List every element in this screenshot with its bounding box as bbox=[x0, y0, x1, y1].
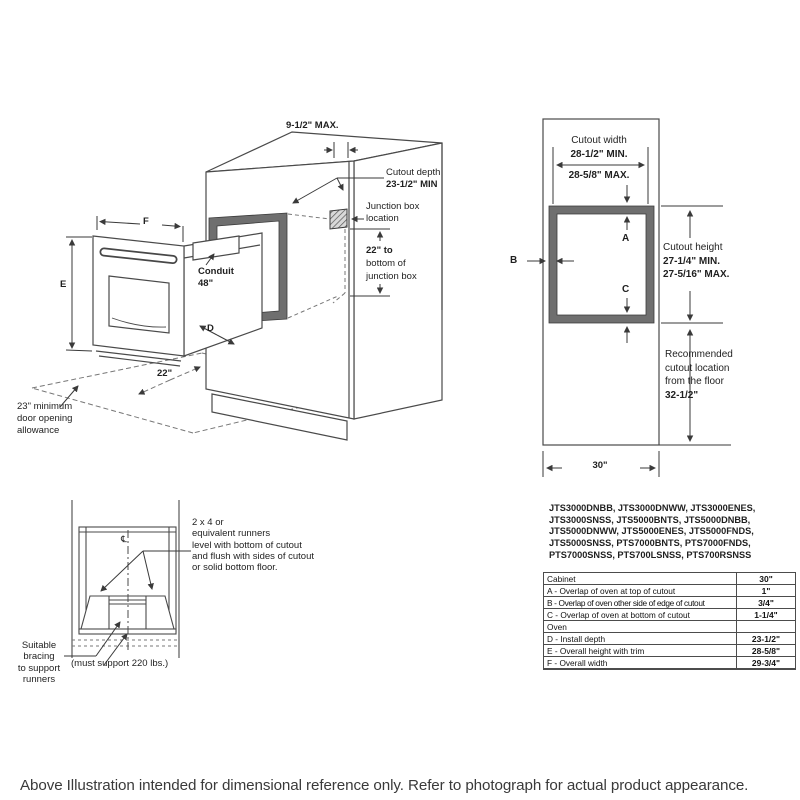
cabinet-front-outline bbox=[543, 119, 659, 445]
table-row: B - Overlap of oven other side of edge of cutout 3/4" bbox=[544, 597, 796, 609]
junction-box-label: Junction box location bbox=[366, 201, 420, 224]
centerline-symbol: ℄ bbox=[121, 534, 127, 544]
model-number-list bbox=[549, 503, 755, 562]
floor-location-label: Recommended cutout location from the floor 32-1/2" bbox=[665, 349, 733, 401]
table-row: C - Overlap of oven at bottom of cutout 1-1/4" bbox=[544, 609, 796, 621]
dim-d-label: D bbox=[207, 323, 214, 334]
model-line: JTS5000DNWW, JTS5000ENES, JTS5000FNDS, bbox=[549, 526, 754, 537]
model-line: JTS3000DNBB, JTS3000DNWW, JTS3000ENES, bbox=[549, 503, 756, 513]
reference-caption: Above Illustration intended for dimensional reference only. Refer to photograph for actual product appearance. bbox=[20, 777, 749, 794]
must-support-label: (must support 220 lbs.) bbox=[71, 658, 169, 669]
dimension-spec-table bbox=[543, 572, 796, 670]
model-line: PTS7000SNSS, PTS700LSNSS, PTS700RSNSS bbox=[549, 549, 752, 560]
cutout-width-max-label: 28-5/8" MAX. bbox=[568, 170, 630, 181]
conduit-label: Conduit 48" bbox=[198, 266, 234, 289]
dim-f-label: F bbox=[143, 216, 149, 227]
overlap-a-label: A bbox=[622, 233, 630, 244]
table-row: A - Overlap of oven at top of cutout 1" bbox=[544, 585, 796, 597]
runner-note: 2 x 4 or equivalent runners level with bottom of cutout and flush with sides of cutout or solid bottom floor. bbox=[192, 517, 314, 574]
model-line: JTS3000SNSS, JTS5000BNTS, JTS5000DNBB, bbox=[549, 514, 751, 525]
cutout-height-label: Cutout height 27-1/4" MIN. 27-5/16" MAX. bbox=[663, 242, 730, 280]
model-line: JTS5000SNSS, PTS7000BNTS, PTS7000FNDS, bbox=[549, 538, 751, 549]
door-allowance-label: 23" minimum door opening allowance bbox=[17, 401, 73, 436]
dim-front-depth-label: 9-1/2" MAX. bbox=[286, 120, 339, 131]
dim-30-label: 30" bbox=[592, 460, 608, 471]
junction-box-height-label: 22" to bottom of junction box bbox=[366, 245, 417, 282]
overlap-b-label: B bbox=[510, 255, 518, 266]
cutout-width-label: Cutout width 28-1/2" MIN. bbox=[570, 135, 628, 160]
dim-e-label: E bbox=[60, 279, 67, 290]
table-row: F - Overall width 29-3/4" bbox=[544, 657, 796, 670]
isometric-installation-view bbox=[32, 132, 442, 440]
junction-box bbox=[330, 209, 347, 229]
table-row: Oven bbox=[544, 621, 796, 633]
cutout-depth-label: Cutout depth 23-1/2" MIN bbox=[386, 167, 441, 190]
dim-floor-22-label: 22" bbox=[157, 368, 173, 379]
table-row: Cabinet 30" bbox=[544, 573, 796, 585]
runner-support-detail bbox=[64, 500, 191, 665]
table-row: D - Install depth 23-1/2" bbox=[544, 633, 796, 645]
table-row: E - Overall height with trim 28-5/8" bbox=[544, 645, 796, 657]
bracing-label: Suitable bracing to support runners bbox=[17, 640, 61, 685]
overlap-c-label: C bbox=[622, 284, 630, 295]
